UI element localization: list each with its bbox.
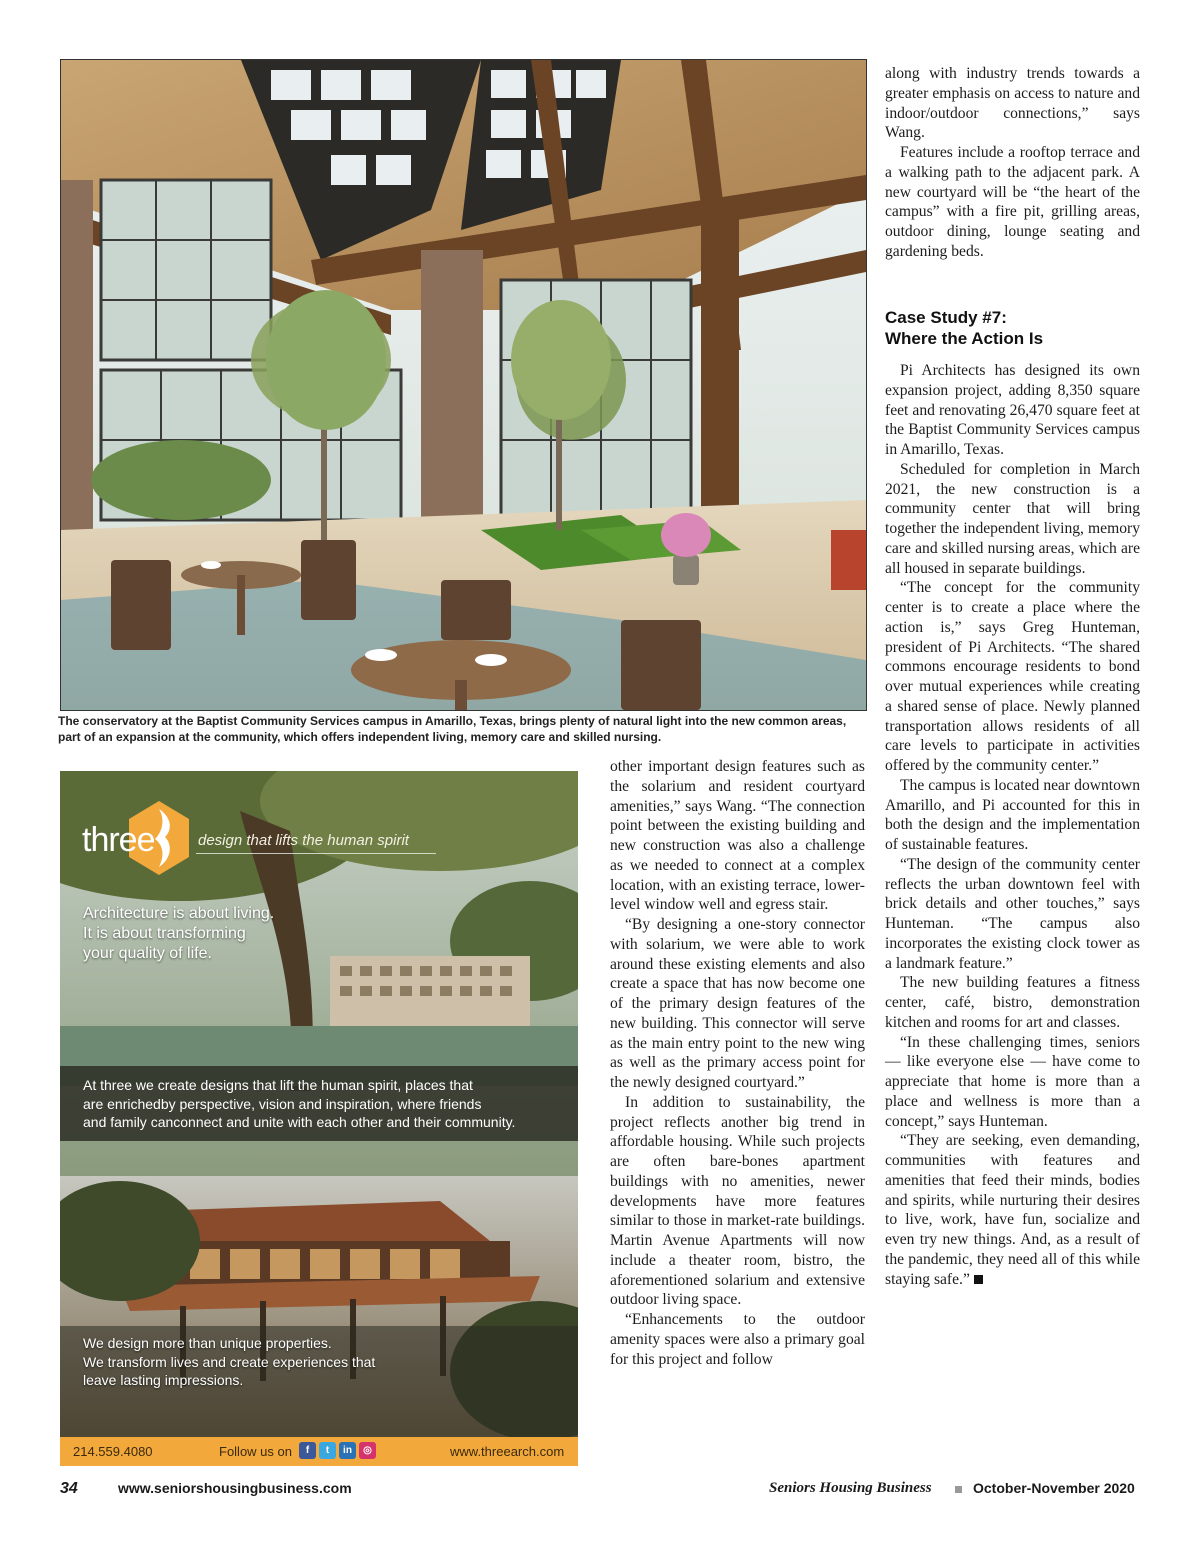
ad-follow-label: Follow us on [219,1444,292,1459]
ad-closing-line: leave lasting impressions. [83,1372,244,1388]
article-paragraph [885,1131,1140,1289]
article-paragraph: “In these challenging times, seniors — like everyone else — have come to appreciate that home is more than a place and wellness is more than a concept,” says Hunteman. [885,1033,1140,1130]
footer-separator [955,1486,962,1493]
article-paragraph: Scheduled for completion in March 2021, the new construction is a community center that will bring together the independent living, memory care and skilled nursing areas, which are all housed in separate buildings. [885,460,1140,577]
ad-tagline: design that lifts the human spirit [198,832,409,849]
instagram-icon[interactable]: ◎ [359,1442,376,1459]
page-number: 34 [60,1480,78,1497]
linkedin-icon[interactable]: in [339,1442,356,1459]
photo-caption: The conservatory at the Baptist Community Services campus in Amarillo, Texas, brings plenty of natural light into the new common areas, part of an expansion at the community, which offers independent living, memory care and skilled nursing. [58,714,847,744]
facebook-icon[interactable]: f [299,1442,316,1459]
ad-phone[interactable]: 214.559.4080 [73,1444,153,1459]
ad-closing-line: We design more than unique properties. [83,1335,332,1351]
ad-headline-line: It is about transforming [83,925,246,942]
article-paragraph: “The design of the community center reflects the urban downtown feel with brick details and other touches,” says Hunteman. “The campus also incorporates the existing clock tower as a landmark feature.” [885,855,1140,972]
article-paragraph: Features include a rooftop terrace and a walking path to the adjacent park. A new courtyard will be “the heart of the campus” with a fire pit, grilling areas, outdoor dining, lounge seating and gardening beds. [885,144,1140,260]
footer-url[interactable]: www.seniorshousingbusiness.com [118,1480,352,1496]
article-column-2 [885,361,1140,1289]
magazine-name: Seniors Housing Business [769,1480,932,1496]
issue-date: October-November 2020 [973,1480,1135,1496]
ad-closing-text [83,1334,483,1390]
ad-contact-bar [60,1437,578,1466]
ad-body-line: are enrichedby perspective, vision and inspiration, where friends [83,1095,482,1112]
article-paragraph: “By designing a one-story connector with solarium, we were able to work around these existing elements and also create a space that has now become one of the primary design features of the new building. This connector will serve as the main entry point to the new wing as well as the primary access point for the newly designed courtyard.” [610,916,865,1091]
case-study-heading [885,308,1140,349]
article-paragraph: Pi Architects has designed its own expansion project, adding 8,350 square feet and renovating 26,470 square feet at the Baptist Community Services campus in Amarillo, Texas. [885,362,1140,458]
article-paragraph: “Enhancements to the outdoor amenity spaces were also a primary goal for this project and follow [610,1311,865,1368]
case-study-heading-line: Where the Action Is [885,328,1044,348]
ad-headline [83,904,383,964]
article-paragraph: “The concept for the community center is to create a place where the action is,” says Greg Hunteman, president of Pi Architects. “The shared commons encourage residents to bond over mutual experiences while creating a shared sense of place. Newly planned transportation allows residents of all care levels to participate in activities offered by the community center.” [885,579,1140,774]
social-icons [299,1442,376,1459]
article-final-text: “They are seeking, even demanding, communities with features and amenities that feed their minds, bodies and spirits, while nurturing their desires to live, work, have fun, socialize and even try new things. And, as a result of the pandemic, they need all of this while staying safe.” [885,1132,1140,1288]
article-paragraph: along with industry trends towards a greater emphasis on access to nature and indoor/outdoor connections,” says Wang. [885,65,1140,142]
ad-closing-line: We transform lives and create experiences that [83,1353,376,1370]
ad-headline-line: Architecture is about living. [83,905,275,922]
ad-logo-text: three [82,821,155,859]
tagline-divider [196,853,436,854]
article-paragraph: The new building features a fitness center, café, bistro, demonstration kitchen and rooms for art and classes. [885,974,1140,1031]
three-architecture-ad[interactable] [60,771,578,1466]
article-paragraph: In addition to sustainability, the project reflects another big trend in affordable housing. While such projects are often bare-bones apartment buildings with no amenities, newer developments have more features similar to those in market-rate buildings. Martin Avenue Apartments will now include a theater room, bistro, the aforementioned solarium and extensive outdoor living space. [610,1093,865,1309]
ad-body-line: and family canconnect and unite with each other and their community. [83,1114,516,1130]
article-column-2-top [885,64,1140,262]
ad-headline-line: your quality of life. [83,945,212,962]
article-paragraph: other important design features such as the solarium and resident courtyard amenities,” says Wang. “The connection point between the existing building and new construction was also a challenge as we needed to connect at a complex location, with an existing terrace, lower-level window well and egress stair. [610,758,865,914]
conservatory-photo [60,59,867,711]
case-study-heading-line: Case Study #7: [885,308,1007,327]
twitter-icon[interactable]: t [319,1442,336,1459]
ad-body-line: At three we create designs that lift the human spirit, places that [83,1077,473,1093]
ad-body-text [83,1076,563,1132]
end-of-article-mark [974,1275,983,1284]
article-column-1 [610,757,865,1369]
article-paragraph: The campus is located near downtown Amarillo, and Pi accounted for this in both the design and the implementation of sustainable features. [885,776,1140,853]
ad-website-link[interactable]: www.threearch.com [450,1444,565,1459]
